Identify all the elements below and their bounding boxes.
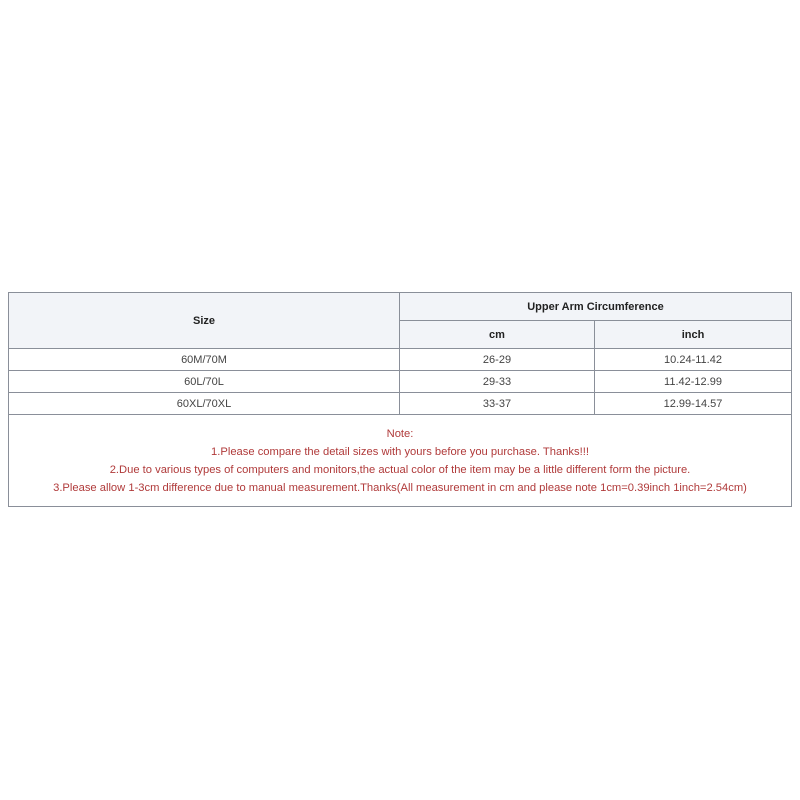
notes-row [9,415,792,507]
table-header-row [9,293,792,321]
cm-cell: 29-33 [400,371,595,393]
cm-header: cm [400,321,595,349]
cm-cell: 33-37 [400,393,595,415]
inch-header: inch [595,321,792,349]
size-cell: 60L/70L [9,371,400,393]
size-cell: 60XL/70XL [9,393,400,415]
inch-cell: 10.24-11.42 [595,349,792,371]
table-row [9,371,792,393]
note-line: 2.Due to various types of computers and monitors,the actual color of the item may be a little different form the picture. [109,463,691,476]
size-cell: 60M/70M [9,349,400,371]
table-row [9,393,792,415]
size-header: Size [9,293,400,349]
inch-cell: 11.42-12.99 [595,371,792,393]
size-chart-table [8,292,792,507]
cm-cell: 26-29 [400,349,595,371]
note-title: Note: [386,427,414,440]
note-line: 3.Please allow 1-3cm difference due to manual measurement.Thanks(All measurement in cm and please note 1cm=0.39inch 1inch=2.54cm) [53,481,747,494]
upper-arm-circumference-header: Upper Arm Circumference [400,293,792,321]
notes-cell [9,415,792,507]
inch-cell: 12.99-14.57 [595,393,792,415]
note-line: 1.Please compare the detail sizes with yours before you purchase. Thanks!!! [211,445,589,458]
table-row [9,349,792,371]
